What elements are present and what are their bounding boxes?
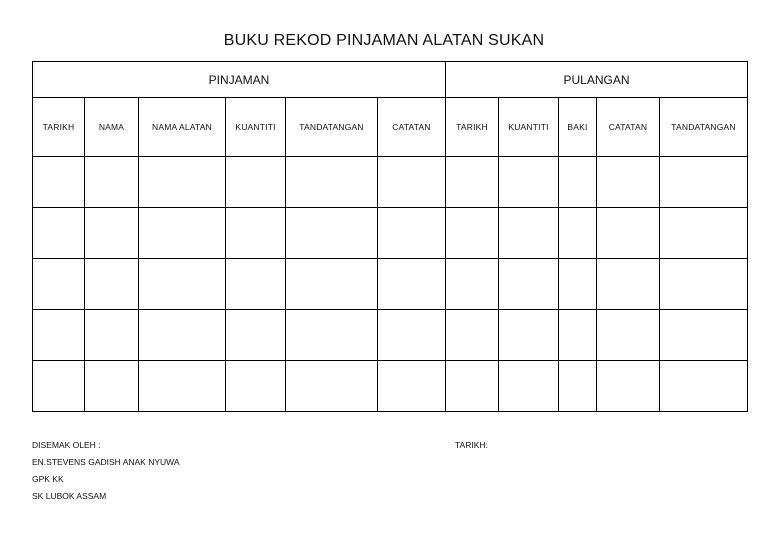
table-cell[interactable]: [597, 310, 660, 361]
document-title: BUKU REKOD PINJAMAN ALATAN SUKAN: [223, 32, 545, 49]
borrow-group-header: PINJAMAN: [33, 62, 446, 98]
table-cell[interactable]: [33, 310, 85, 361]
table-row: [33, 259, 748, 310]
table-cell[interactable]: [499, 157, 559, 208]
table-cell[interactable]: [660, 310, 748, 361]
table-cell[interactable]: [597, 157, 660, 208]
table-cell[interactable]: [226, 361, 286, 412]
checker-position: GPK KK: [32, 474, 64, 484]
table-row: [33, 310, 748, 361]
borrow-col-date: TARIKH: [33, 98, 85, 157]
table-cell[interactable]: [226, 208, 286, 259]
table-cell[interactable]: [33, 259, 85, 310]
table-cell[interactable]: [286, 361, 378, 412]
table-cell[interactable]: [446, 259, 499, 310]
borrow-col-signature: TANDATANGAN: [286, 98, 378, 157]
return-col-signature: TANDATANGAN: [660, 98, 748, 157]
table-cell[interactable]: [378, 310, 446, 361]
table-cell[interactable]: [286, 157, 378, 208]
table-cell[interactable]: [597, 361, 660, 412]
table-cell[interactable]: [85, 157, 139, 208]
checked-by-label: DISEMAK OLEH :: [32, 440, 101, 450]
table-cell[interactable]: [660, 361, 748, 412]
borrow-col-equipment: NAMA ALATAN: [139, 98, 226, 157]
loan-record-table: [32, 61, 748, 412]
table-cell[interactable]: [226, 157, 286, 208]
borrow-col-notes: CATATAN: [378, 98, 446, 157]
footer-checked-by: [32, 437, 180, 505]
table-cell[interactable]: [139, 310, 226, 361]
table-cell[interactable]: [378, 208, 446, 259]
return-group-header: PULANGAN: [446, 62, 748, 98]
borrow-col-quantity: KUANTITI: [226, 98, 286, 157]
return-col-balance: BAKI: [559, 98, 597, 157]
table-row: [33, 208, 748, 259]
column-header-row: [33, 98, 748, 157]
table-cell[interactable]: [559, 208, 597, 259]
checked-by-name: EN.STEVENS GADISH ANAK NYUWA: [32, 457, 180, 467]
table-cell[interactable]: [226, 310, 286, 361]
table-cell[interactable]: [559, 157, 597, 208]
borrow-col-name: NAMA: [85, 98, 139, 157]
table-cell[interactable]: [446, 361, 499, 412]
table-cell[interactable]: [85, 208, 139, 259]
table-cell[interactable]: [286, 208, 378, 259]
table-cell[interactable]: [139, 157, 226, 208]
table-cell[interactable]: [226, 259, 286, 310]
table-row: [33, 361, 748, 412]
table-cell[interactable]: [499, 208, 559, 259]
table-row: [33, 157, 748, 208]
table-cell[interactable]: [559, 310, 597, 361]
table-cell[interactable]: [33, 157, 85, 208]
table-cell[interactable]: [33, 361, 85, 412]
table-cell[interactable]: [33, 208, 85, 259]
table-cell[interactable]: [139, 208, 226, 259]
return-col-quantity: KUANTITI: [499, 98, 559, 157]
table-cell[interactable]: [660, 259, 748, 310]
table-cell[interactable]: [597, 259, 660, 310]
table-cell[interactable]: [85, 361, 139, 412]
table-cell[interactable]: [499, 361, 559, 412]
school-name: SK LUBOK ASSAM: [32, 491, 107, 501]
group-header-row: [33, 62, 748, 98]
table-cell[interactable]: [499, 259, 559, 310]
table-cell[interactable]: [378, 361, 446, 412]
return-col-notes: CATATAN: [597, 98, 660, 157]
table-cell[interactable]: [559, 361, 597, 412]
table-cell[interactable]: [660, 157, 748, 208]
table-cell[interactable]: [660, 208, 748, 259]
table-cell[interactable]: [559, 259, 597, 310]
date-label: TARIKH:: [455, 440, 488, 450]
table-cell[interactable]: [378, 157, 446, 208]
table-cell[interactable]: [139, 259, 226, 310]
table-cell[interactable]: [85, 259, 139, 310]
table-cell[interactable]: [286, 310, 378, 361]
table-cell[interactable]: [446, 310, 499, 361]
table-cell[interactable]: [446, 157, 499, 208]
record-rows: [33, 157, 748, 412]
footer-date: [455, 437, 488, 454]
table-cell[interactable]: [597, 208, 660, 259]
table-cell[interactable]: [378, 259, 446, 310]
return-col-date: TARIKH: [446, 98, 499, 157]
table-cell[interactable]: [85, 310, 139, 361]
table-cell[interactable]: [499, 310, 559, 361]
table-cell[interactable]: [446, 208, 499, 259]
table-cell[interactable]: [139, 361, 226, 412]
table-cell[interactable]: [286, 259, 378, 310]
